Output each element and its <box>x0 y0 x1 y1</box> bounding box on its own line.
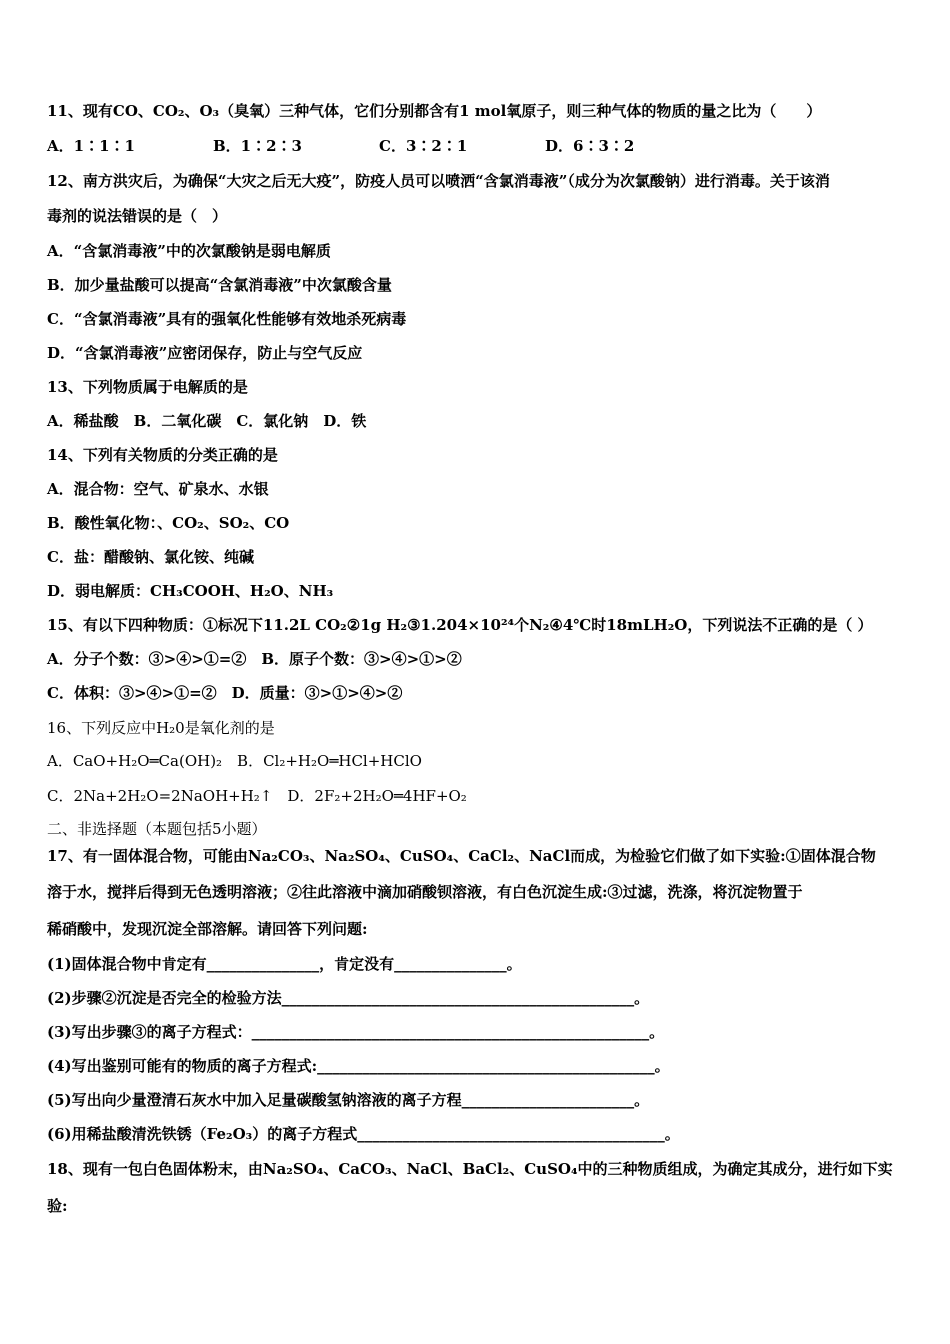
q16-stem: 16、下列反应中H₂0是氧化剂的是 <box>47 719 275 737</box>
q12-stem-line2: 毒剂的说法错误的是（ ） <box>47 207 228 225</box>
q16-options-line2: C．2Na+2H₂O=2NaOH+H₂↑ D．2F₂+2H₂O═4HF+O₂ <box>47 787 467 805</box>
q12-option-d: D．“含氯消毒液”应密闭保存，防止与空气反应 <box>47 344 363 362</box>
q15-stem: 15、有以下四种物质：①标况下11.2L CO₂②1g H₂③1.204×10²⁴个N₂④4℃时18mLH₂O，下列说法不正确的是（ ） <box>47 616 873 634</box>
q11-option-d: D．6∶3∶2 <box>545 137 635 155</box>
q15-options-line2: C．体积：③>④>①=② D．质量：③>①>④>② <box>47 684 403 702</box>
q17-stem-line2: 溶于水，搅拌后得到无色透明溶液；②往此溶液中滴加硝酸钡溶液，有白色沉淀生成:③过滤，洗涤，将沉淀物置于 <box>47 883 803 901</box>
q14-option-b: B．酸性氧化物：、CO₂、SO₂、CO <box>47 514 290 532</box>
q18-stem-line1: 18、现有一包白色固体粉末，由Na₂SO₄、CaCO₃、NaCl、BaCl₂、CuSO₄中的三种物质组成，为确定其成分，进行如下实 <box>47 1160 893 1178</box>
q17-sub4: (4)写出鉴别可能有的物质的离子方程式:_____________________________________________。 <box>47 1057 670 1075</box>
q13-stem: 13、下列物质属于电解质的是 <box>47 378 248 396</box>
q12-option-a: A．“含氯消毒液”中的次氯酸钠是弱电解质 <box>47 242 331 260</box>
q14-option-c: C．盐：醋酸钠、氯化铵、纯碱 <box>47 548 254 566</box>
q13-options: A．稀盐酸 B．二氧化碳 C．氯化钠 D．铁 <box>47 412 367 430</box>
q11-option-b: B．1∶2∶3 <box>213 137 302 155</box>
q12-option-c: C．“含氯消毒液”具有的强氧化性能够有效地杀死病毒 <box>47 310 407 328</box>
q11-stem: 11、现有CO、CO₂、O₃（臭氧）三种气体，它们分别都含有1 mol氧原子，则三种气体的物质的量之比为（ ） <box>47 102 822 120</box>
q14-option-d: D．弱电解质：CH₃COOH、H₂O、NH₃ <box>47 582 334 600</box>
q16-options-line1: A．CaO+H₂O═Ca(OH)₂ B．Cl₂+H₂O═HCl+HClO <box>47 752 422 770</box>
q11-options <box>47 136 711 156</box>
q12-stem-line1: 12、南方洪灾后，为确保“大灾之后无大疫”，防疫人员可以喷洒“含氯消毒液”（成分为次氯酸钠）进行消毒。关于该消 <box>47 172 830 190</box>
q14-option-a: A．混合物：空气、矿泉水、水银 <box>47 480 269 498</box>
q17-sub2: (2)步骤②沉淀是否完全的检验方法_______________________________________________。 <box>47 989 650 1007</box>
q11-option-a: A．1∶1∶1 <box>47 137 135 155</box>
q17-sub1: (1)固体混合物中肯定有_______________，肯定没有_______________。 <box>47 955 522 973</box>
q17-sub6: (6)用稀盐酸清洗铁锈（Fe₂O₃）的离子方程式_________________________________________。 <box>47 1125 680 1143</box>
section2-title: 二、非选择题（本题包括5小题） <box>47 820 267 838</box>
q15-options-line1: A．分子个数：③>④>①=② B．原子个数：③>④>①>② <box>47 650 462 668</box>
q12-option-b: B．加少量盐酸可以提高“含氯消毒液”中次氯酸含量 <box>47 276 392 294</box>
q17-sub5: (5)写出向少量澄清石灰水中加入足量碳酸氢钠溶液的离子方程_______________________。 <box>47 1091 650 1109</box>
q17-sub3: (3)写出步骤③的离子方程式：_____________________________________________________。 <box>47 1023 665 1041</box>
q11-option-c: C．3∶2∶1 <box>379 137 468 155</box>
q14-stem: 14、下列有关物质的分类正确的是 <box>47 446 278 464</box>
q18-stem-line2: 验: <box>47 1197 68 1215</box>
q17-stem-line3: 稀硝酸中，发现沉淀全部溶解。请回答下列问题: <box>47 920 368 938</box>
q17-stem-line1: 17、有一固体混合物，可能由Na₂CO₃、Na₂SO₄、CuSO₄、CaCl₂、NaCl而成，为检验它们做了如下实验:①固体混合物 <box>47 847 876 865</box>
